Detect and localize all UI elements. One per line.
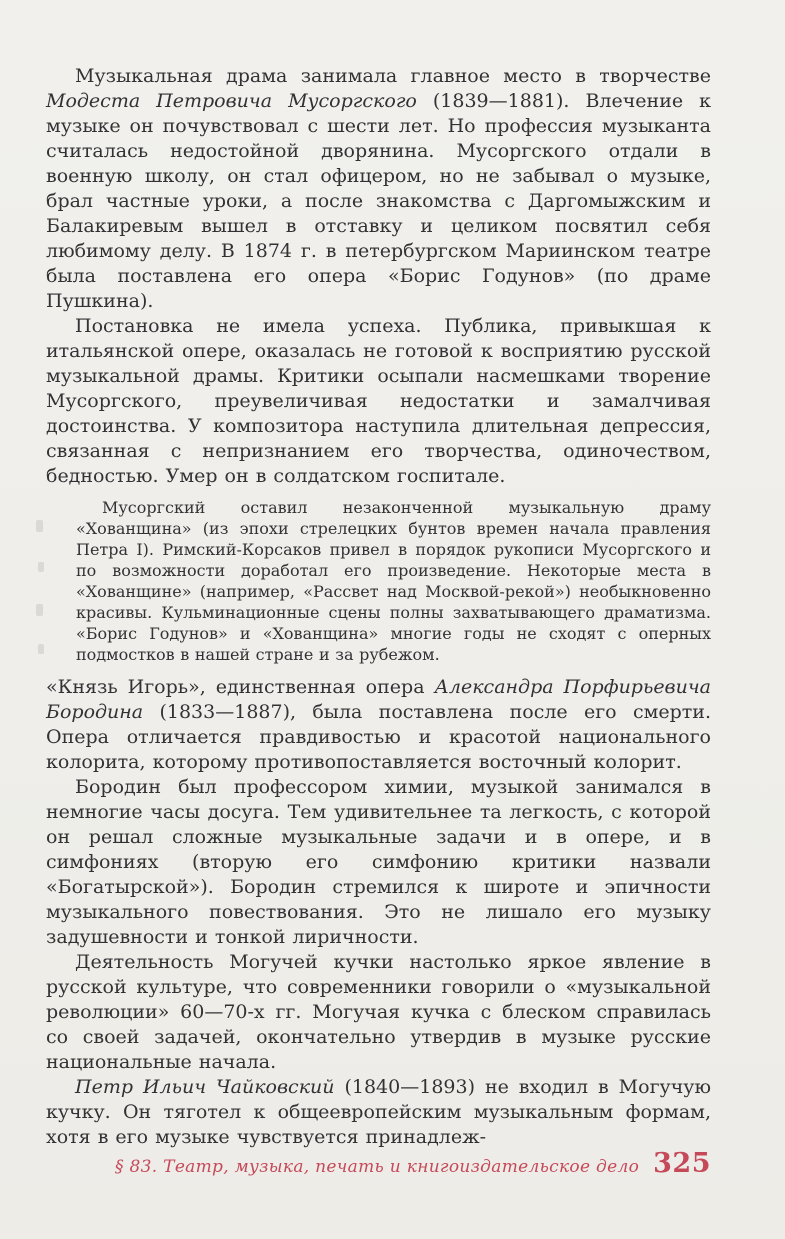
text-segment: Музыкальная драма занимала главное место в творчестве: [75, 65, 711, 87]
paragraph-boris-godunov-failure: [46, 314, 711, 489]
scan-artifact: [38, 562, 44, 572]
paragraph-borodin-chemist: [46, 775, 711, 950]
composer-name-borodin: Александра Порфирьевича Бородина: [46, 676, 712, 723]
petit-paragraph-khovanshchina: [76, 497, 711, 665]
text-segment: «Князь Игорь», единственная опера: [46, 676, 435, 698]
text-segment: Деятельность Могучей кучки настолько яркое явление в русской культуре, что современники говорили о «музыкальной революции» 60—70-х гг. Могучая кучка с блеском справилась со своей задачей, окончательно утвердив в музыке русские национальные начала.: [46, 951, 711, 1073]
scan-artifact: [36, 604, 43, 616]
footer: [46, 1148, 711, 1179]
text-segment: Постановка не имела успеха. Публика, привыкшая к итальянской опере, оказалась не готовой к восприятию русской музыкальной драмы. Критики осыпали насмешками творение Мусоргского, преувеличивая недостатки и замалчивая достоинства. У композитора наступила длительная депрессия, связанная с непризнанием его творчества, одиночеством, бедностью. Умер он в солдатском госпитале.: [46, 315, 711, 487]
composer-name-tchaikovsky: Петр Ильич Чайковский: [75, 1076, 335, 1098]
text-segment: Бородин был профессором химии, музыкой занимался в немногие часы досуга. Тем удивительнее та легкость, с которой он решал сложные музыкальные задачи и в опере, и в симфониях (вторую его симфонию критики назвали «Богатырской»). Бородин стремился к широте и эпичности музыкального повествования. Это не лишало его музыку задушевности и тонкой лиричности.: [46, 776, 711, 948]
scan-artifact: [36, 520, 43, 532]
paragraph-mussorgsky-bio: [46, 64, 711, 314]
text-segment: (1840—1893) не входил в Могучую кучку. Он тяготел к общеевропейским музыкальным формам, хотя в его музыке чувствуется принадлеж-: [46, 1076, 711, 1148]
text-segment: (1833—1887), была поставлена после его смерти. Опера отличается правдивостью и красотой национального колорита, которому противопоставляется восточный колорит.: [46, 701, 711, 773]
footer-page-number: 325: [653, 1148, 711, 1179]
paragraph-knyaz-igor: [46, 675, 711, 775]
text-segment: (1839—1881). Влечение к музыке он почувствовал с шести лет. Но профессия музыканта считалась недостойной дворянина. Мусоргского отдали в военную школу, он стал офицером, но не забывал о музыке, брал частные уроки, а после знакомства с Даргомыжским и Балакиревым вышел в отставку и целиком посвятил себя любимому делу. В 1874 г. в петербургском Мариинском театре была поставлена его опера «Борис Годунов» (по драме Пушкина).: [46, 90, 712, 312]
composer-name-mussorgsky: Модеста Петровича Мусоргского: [46, 90, 417, 112]
footer-section-label: § 83. Театр, музыка, печать и книгоиздательское дело: [115, 1157, 640, 1177]
text-segment: Мусоргский оставил незаконченной музыкальную драму «Хованщина» (из эпохи стрелецких бунтов времен начала правления Петра I). Римский-Корсаков привел в порядок рукописи Мусоргского и по возможности доработал его произведение. Некоторые места в «Хованщине» (например, «Рассвет над Москвой-рекой») необыкновенно красивы. Кульминационные сцены полны захватывающего драматизма. «Борис Годунов» и «Хованщина» многие годы не сходят с оперных подмостков в нашей стране и за рубежом.: [76, 498, 711, 664]
text-content: [46, 64, 711, 1150]
paragraph-tchaikovsky: [46, 1075, 711, 1150]
paragraph-moguchaya-kuchka: [46, 950, 711, 1075]
scan-artifact: [38, 644, 44, 654]
